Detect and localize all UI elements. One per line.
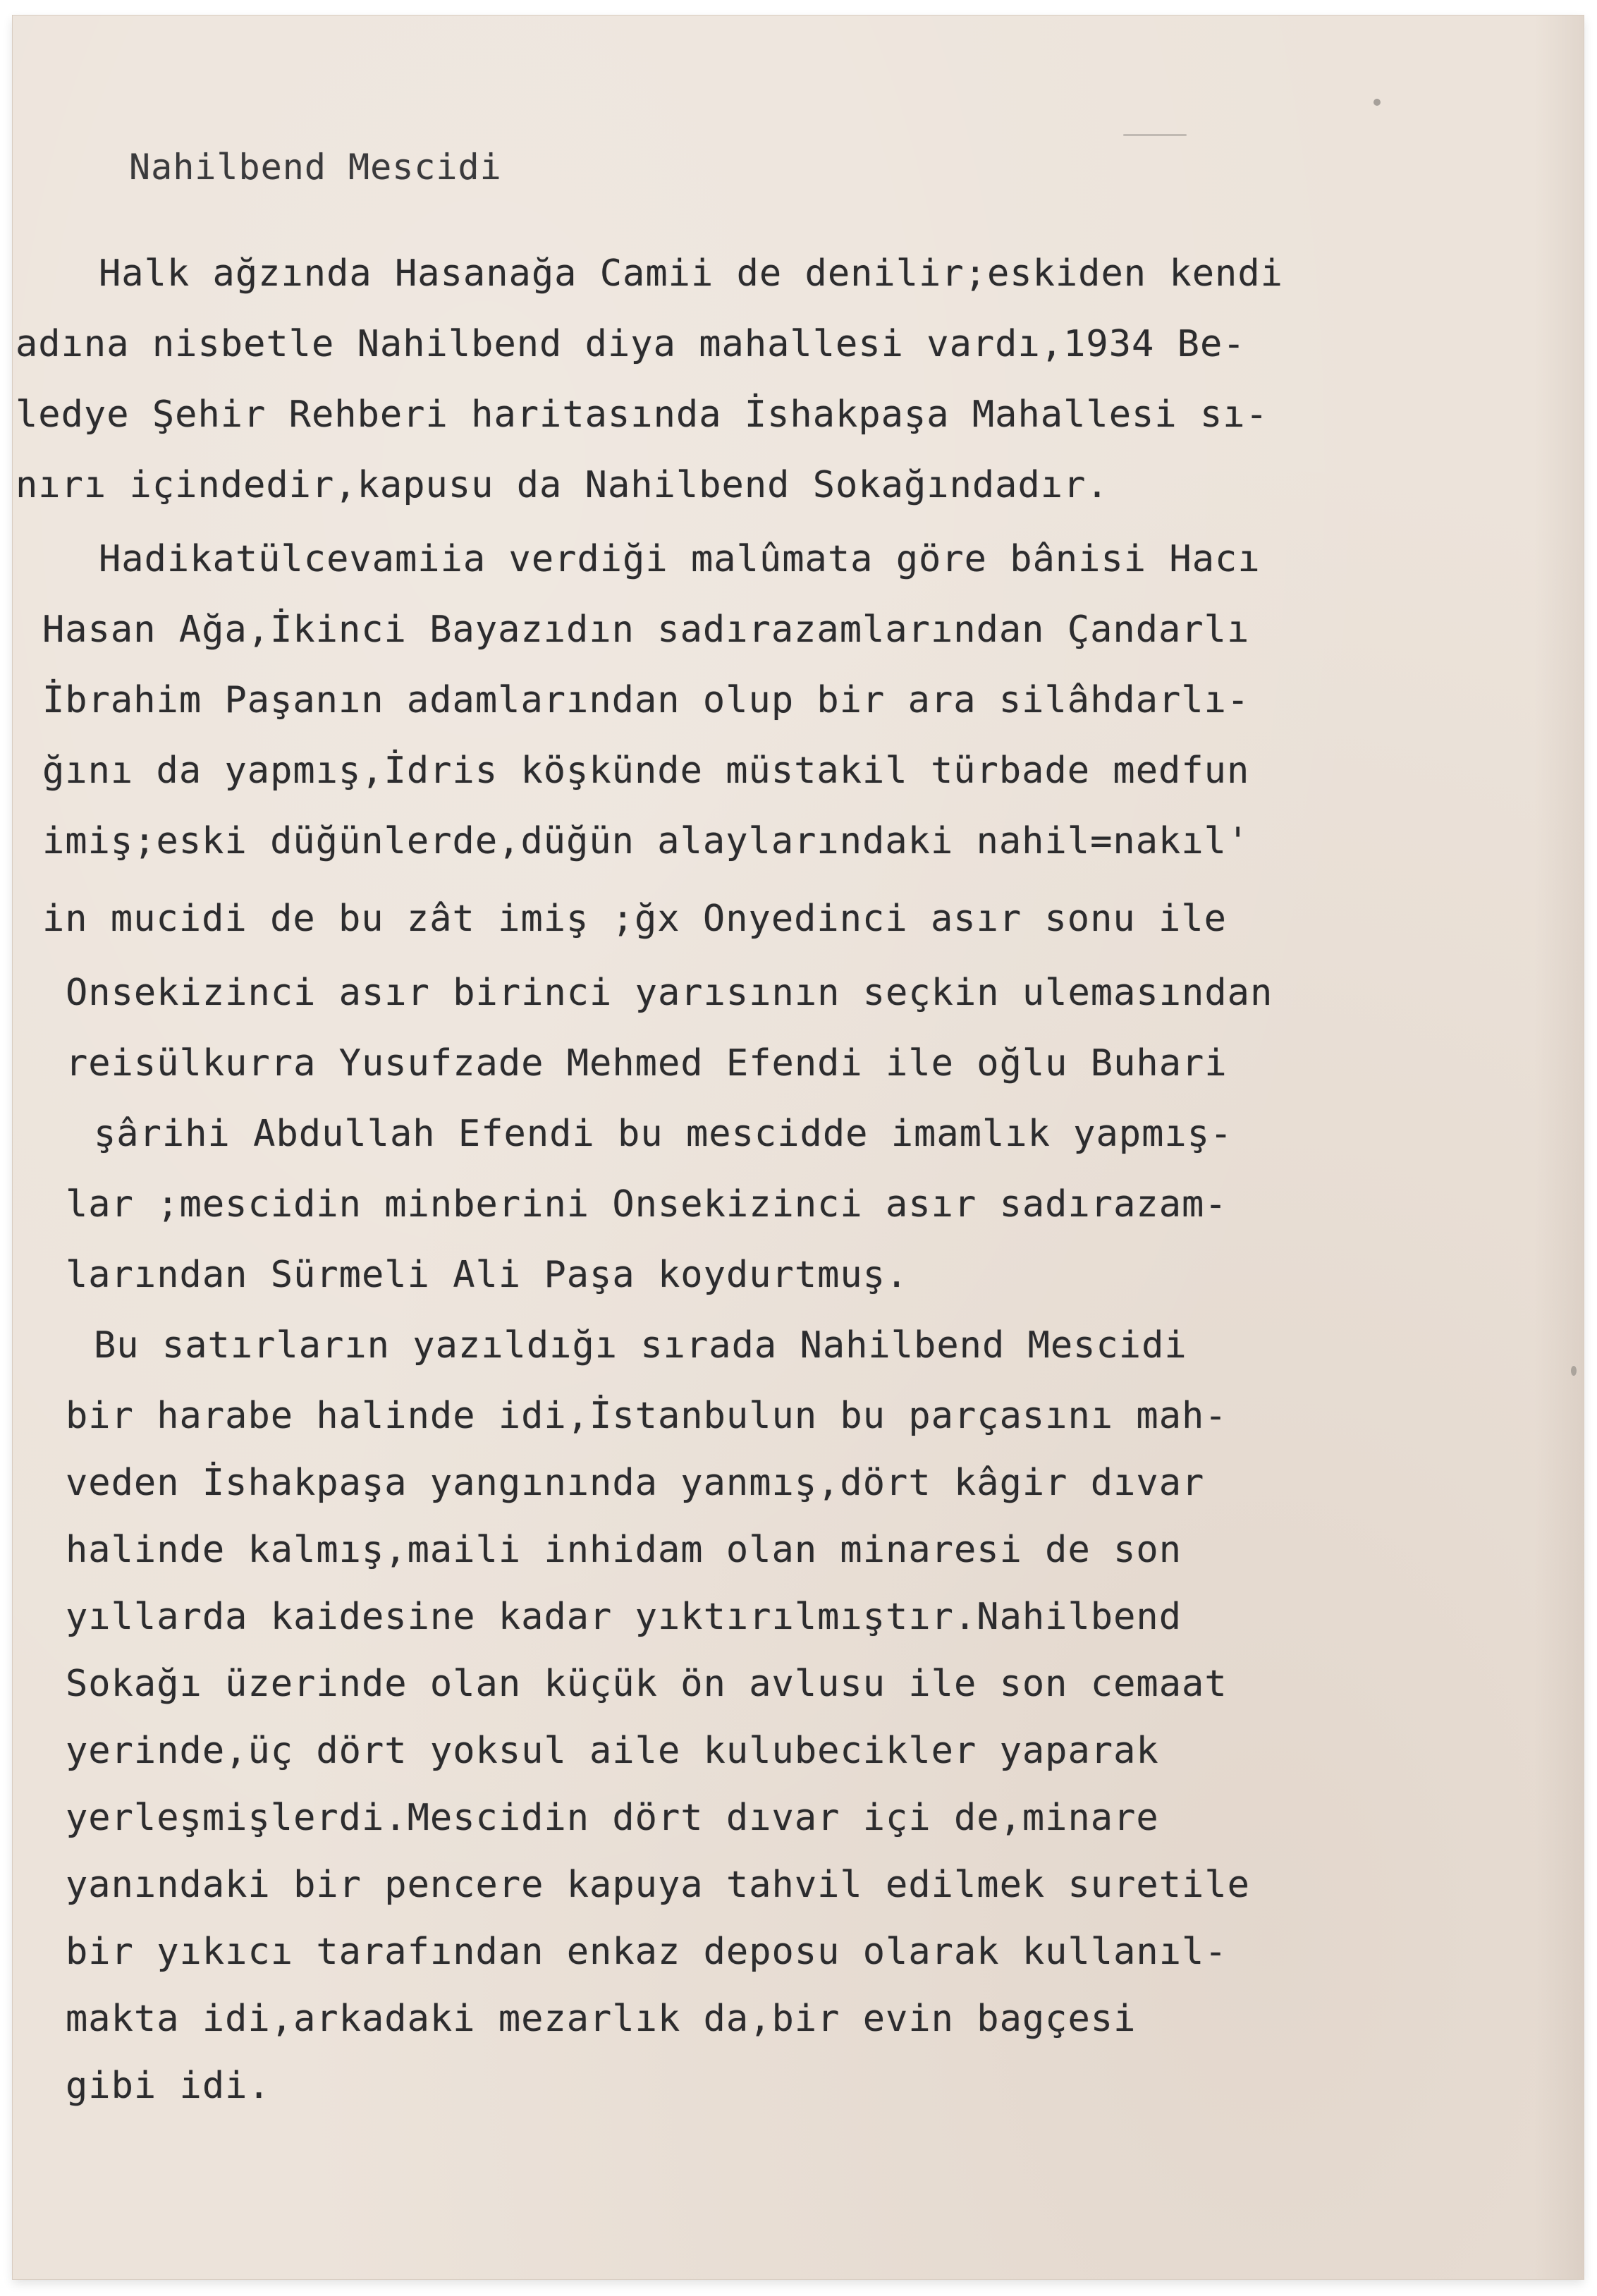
text-line: Bu satırların yazıldığı sırada Nahilbend Mescidi <box>94 1324 1187 1367</box>
text-line: yerinde,üç dört yoksul aile kulubecikler yaparak <box>66 1730 1159 1772</box>
text-line: gibi idi. <box>66 2065 271 2107</box>
text-line: bir yıkıcı tarafından enkaz deposu olarak kullanıl- <box>66 1931 1228 1973</box>
text-line: veden İshakpaşa yangınında yanmış,dört kâgir dıvar <box>66 1462 1205 1504</box>
text-line: Hadikatülcevamiia verdiği malûmata göre bânisi Hacı <box>99 538 1261 580</box>
text-line: bir harabe halinde idi,İstanbulun bu parçasını mah- <box>66 1395 1228 1437</box>
text-line: Hasan Ağa,İkinci Bayazıdın sadırazamlarından Çandarlı <box>42 609 1250 651</box>
text-line: nırı içindedir,kapusu da Nahilbend Sokağındadır. <box>16 464 1109 506</box>
text-line: reisülkurra Yusufzade Mehmed Efendi ile oğlu Buhari <box>66 1042 1228 1085</box>
typewritten-text <box>13 16 1584 2279</box>
text-line: ğını da yapmış,İdris köşkünde müstakil türbade medfun <box>42 750 1250 792</box>
text-line: yanındaki bir pencere kapuya tahvil edilmek suretile <box>66 1864 1250 1906</box>
typed-page <box>13 16 1584 2279</box>
text-line: yerleşmişlerdi.Mescidin dört dıvar içi de,minare <box>66 1797 1159 1839</box>
document-title: Nahilbend Mescidi <box>129 147 502 188</box>
text-line: şârihi Abdullah Efendi bu mescidde imamlık yapmış- <box>94 1113 1233 1155</box>
text-line: Sokağı üzerinde olan küçük ön avlusu ile son cemaat <box>66 1663 1228 1705</box>
text-line: lar ;mescidin minberini Onsekizinci asır sadırazam- <box>66 1183 1228 1226</box>
text-line: adına nisbetle Nahilbend diya mahallesi vardı,1934 Be- <box>16 323 1246 365</box>
text-line: Onsekizinci asır birinci yarısının seçkin ulemasından <box>66 972 1273 1014</box>
text-line: yıllarda kaidesine kadar yıktırılmıştır.Nahilbend <box>66 1596 1182 1638</box>
text-line: ledye Şehir Rehberi haritasında İshakpaşa Mahallesi sı- <box>16 393 1268 436</box>
text-line: in mucidi de bu zât imiş ;ğx Onyedinci asır sonu ile <box>42 898 1227 940</box>
text-line: İbrahim Paşanın adamlarından olup bir ara silâhdarlı- <box>42 679 1250 721</box>
text-line: larından Sürmeli Ali Paşa koydurtmuş. <box>66 1254 909 1296</box>
text-line: halinde kalmış,maili inhidam olan minaresi de son <box>66 1529 1182 1571</box>
text-line: Halk ağzında Hasanağa Camii de denilir;eskiden kendi <box>99 252 1283 295</box>
text-line: makta idi,arkadaki mezarlık da,bir evin bagçesi <box>66 1998 1137 2040</box>
text-line: imiş;eski düğünlerde,düğün alaylarındaki nahil=nakıl' <box>42 820 1250 862</box>
